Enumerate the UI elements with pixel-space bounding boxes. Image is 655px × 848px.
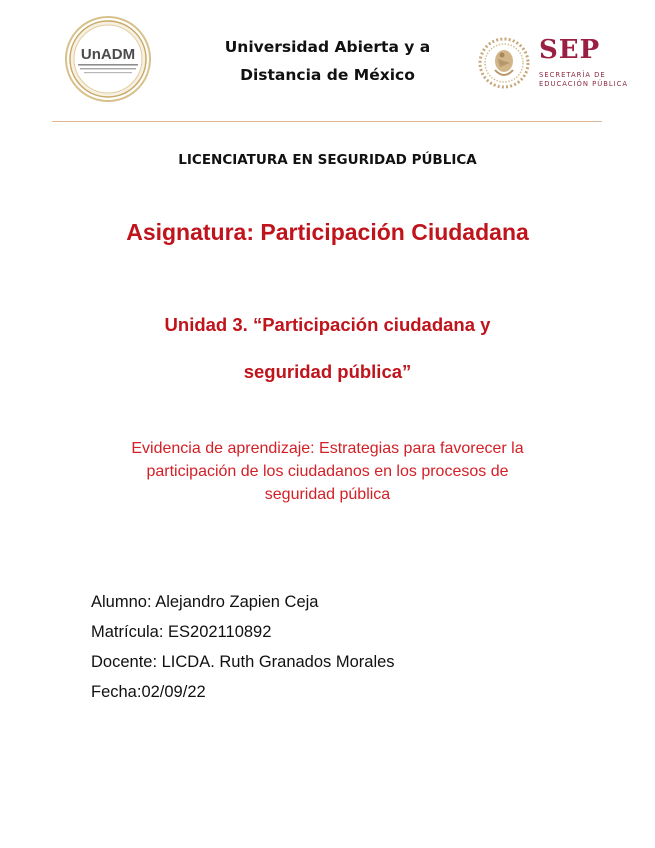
sep-subtitle <box>539 71 628 89</box>
university-name <box>205 33 450 89</box>
evidence-line-1: Evidencia de aprendizaje: Estrategias para favorecer la <box>131 440 524 457</box>
national-seal-icon <box>478 37 530 89</box>
sep-subtitle-line-2: EDUCACIÓN PÚBLICA <box>539 80 629 88</box>
sep-logo <box>478 37 643 93</box>
degree-title: LICENCIATURA EN SEGURIDAD PÚBLICA <box>178 152 477 168</box>
evidence-line-2: participación de los ciudadanos en los procesos de <box>146 463 509 480</box>
sep-subtitle-line-1: SECRETARÍA DE <box>539 71 606 79</box>
submission-date: Fecha:02/09/22 <box>91 683 206 701</box>
student-info <box>91 587 395 707</box>
subject-title: Asignatura: Participación Ciudadana <box>126 219 529 245</box>
unit-title <box>0 301 655 395</box>
unit-title-line-2: seguridad pública” <box>243 361 412 382</box>
student-name: Alumno: Alejandro Zapien Ceja <box>91 593 319 611</box>
header-divider <box>52 121 602 122</box>
evidence-line-3: seguridad pública <box>264 486 391 503</box>
unit-title-line-1: Unidad 3. “Participación ciudadana y <box>164 314 491 335</box>
teacher-name: Docente: LICDA. Ruth Granados Morales <box>91 653 395 671</box>
sep-logo-text: SEP <box>539 35 601 65</box>
unadm-logo-text: UnADM <box>80 46 136 63</box>
university-name-line-2: Distancia de México <box>240 66 415 84</box>
university-name-line-1: Universidad Abierta y a <box>224 38 431 56</box>
student-id: Matrícula: ES202110892 <box>91 623 272 641</box>
evidence-title <box>70 437 585 506</box>
unadm-logo <box>64 15 152 103</box>
